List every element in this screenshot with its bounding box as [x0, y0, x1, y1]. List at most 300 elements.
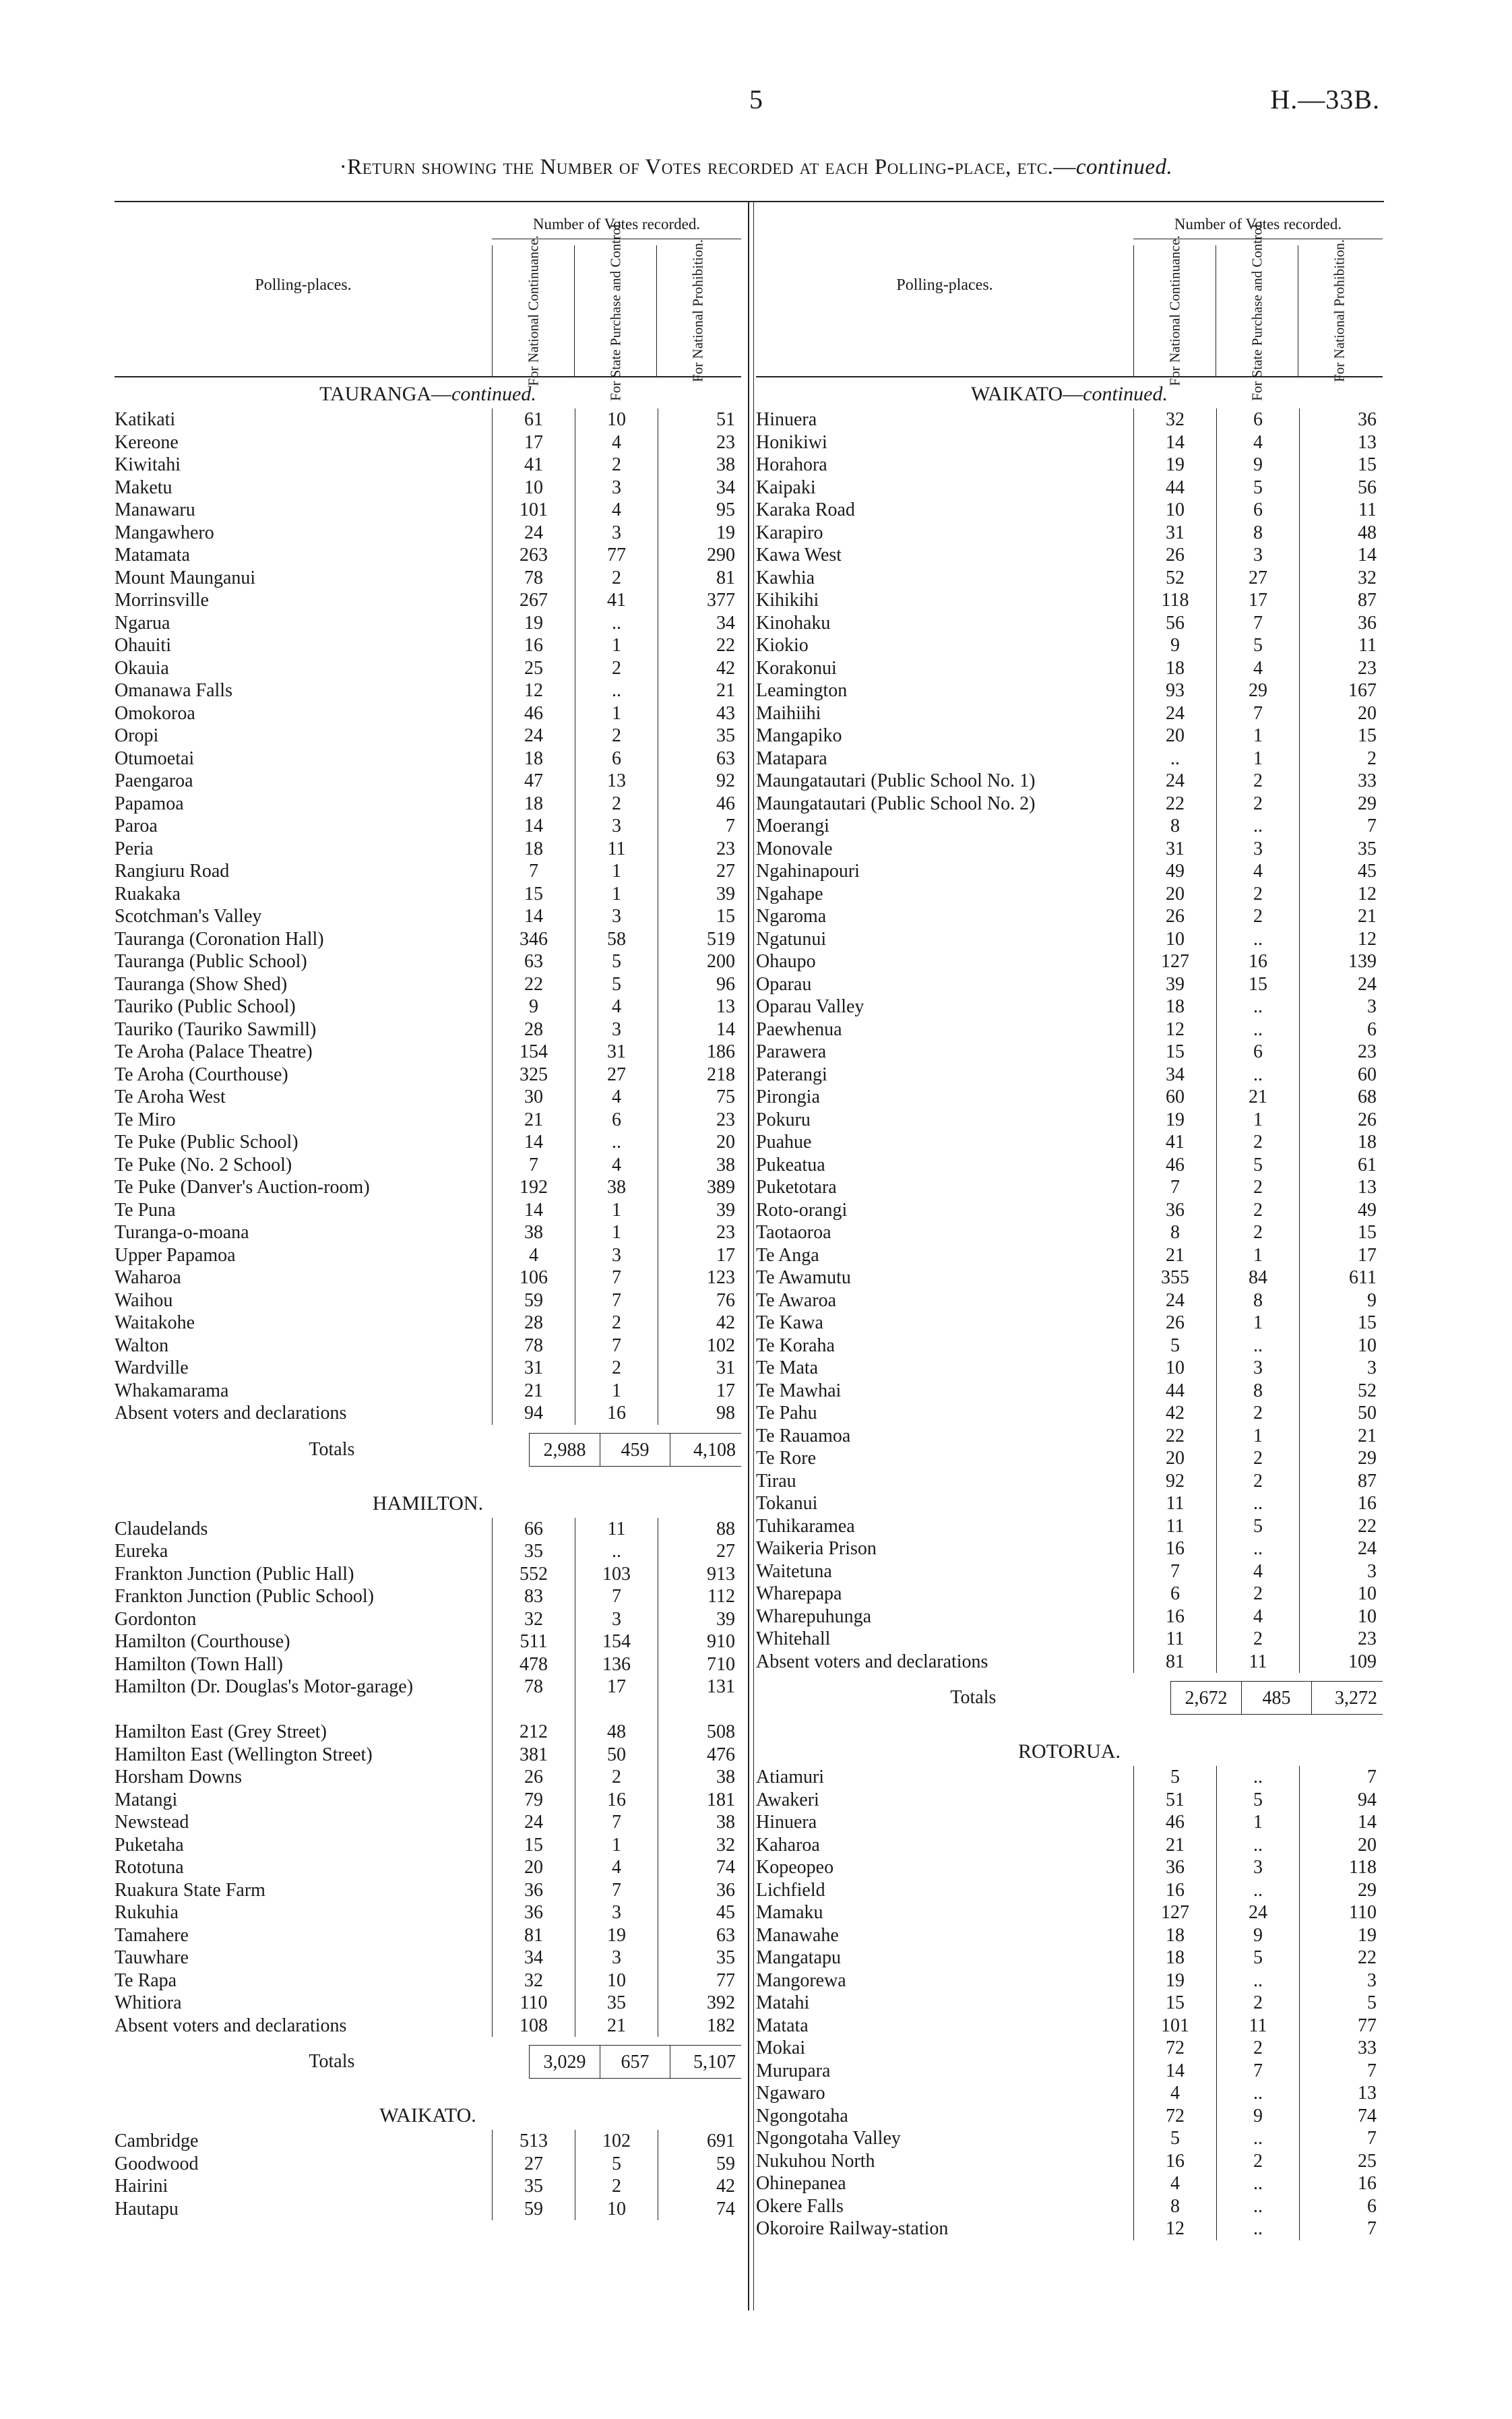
polling-place-name: Te Mawhai	[756, 1380, 842, 1401]
votes-continuance: 8	[1133, 1221, 1216, 1244]
votes-continuance: 16	[1133, 1537, 1216, 1560]
votes-state-purchase: 3	[575, 1608, 658, 1631]
votes-prohibition: 32	[1299, 567, 1382, 590]
polling-place-name: Waitakohe	[115, 1312, 195, 1333]
votes-prohibition: 7	[658, 815, 741, 838]
votes-state-purchase: 3	[575, 1901, 658, 1924]
votes-state-purchase: 2	[1216, 2150, 1299, 2173]
polling-place-name: Whitiora	[115, 1992, 182, 2013]
votes-state-purchase: ..	[1216, 1064, 1299, 1086]
votes-continuance: 36	[492, 1901, 575, 1924]
votes-continuance: 478	[492, 1653, 575, 1676]
header-col-prohibition-right	[1298, 239, 1381, 382]
votes-state-purchase: 77	[575, 544, 658, 567]
votes-prohibition: 7	[1299, 1766, 1382, 1789]
polling-place-name: Hinuera	[756, 409, 817, 430]
votes-continuance: 93	[1133, 679, 1216, 702]
votes-state-purchase: 1	[575, 1380, 658, 1403]
votes-prohibition: 15	[1299, 1221, 1382, 1244]
votes-prohibition: 15	[1299, 454, 1382, 477]
polling-place-name: Tauranga (Coronation Hall)	[115, 928, 324, 950]
votes-state-purchase: 154	[575, 1630, 658, 1653]
polling-place-name: Hamilton East (Wellington Street)	[115, 1744, 373, 1765]
table-row	[115, 1518, 741, 1541]
votes-continuance: 7	[492, 1154, 575, 1177]
section-spacer	[756, 1715, 1383, 1724]
polling-place-name: Te Aroha (Courthouse)	[115, 1064, 288, 1085]
polling-place-name: Goodwood	[115, 2153, 199, 2174]
votes-state-purchase: 2	[575, 725, 658, 747]
polling-place-name: Scotchman's Valley	[115, 906, 262, 927]
votes-prohibition: 218	[658, 1064, 741, 1086]
table-row	[756, 679, 1383, 702]
votes-continuance: 16	[1133, 2150, 1216, 2173]
votes-continuance: 11	[1133, 1492, 1216, 1515]
polling-place-name: Tuhikaramea	[756, 1515, 855, 1537]
rotorua-section-title	[756, 1724, 1383, 1766]
votes-state-purchase: 4	[575, 499, 658, 522]
votes-state-purchase: ..	[1216, 1969, 1299, 1992]
votes-continuance: 14	[492, 815, 575, 838]
total-state-purchase: 657	[600, 2045, 670, 2079]
polling-place-name: Waihou	[115, 1289, 173, 1311]
polling-place-name: Tokanui	[756, 1493, 818, 1514]
polling-place-name: Peria	[115, 838, 154, 859]
votes-continuance: 267	[492, 589, 575, 612]
polling-place-name: Rangiuru Road	[115, 861, 230, 882]
votes-prohibition: 49	[1299, 1199, 1382, 1222]
polling-place-name: Whakamarama	[115, 1380, 229, 1401]
votes-continuance: 154	[492, 1041, 575, 1064]
votes-prohibition: 36	[1299, 612, 1382, 635]
polling-place-name: Mount Maunganui	[115, 567, 256, 588]
votes-continuance: 18	[1133, 1924, 1216, 1947]
votes-state-purchase: ..	[575, 1131, 658, 1154]
votes-continuance: 7	[492, 860, 575, 883]
polling-place-name: Rukuhia	[115, 1902, 179, 1923]
votes-prohibition: 27	[658, 1540, 741, 1563]
votes-prohibition: 12	[1299, 928, 1382, 951]
votes-prohibition: 61	[1299, 1154, 1382, 1177]
table-row	[115, 499, 741, 522]
votes-prohibition: 18	[1299, 1131, 1382, 1154]
votes-prohibition: 10	[1299, 1605, 1382, 1628]
polling-place-name: Kereone	[115, 431, 179, 453]
votes-prohibition: 6	[1299, 1018, 1382, 1041]
polling-place-name: Nukuhou North	[756, 2150, 875, 2172]
votes-prohibition: 20	[1299, 1834, 1382, 1857]
polling-place-name: Te Puke (Public School)	[115, 1132, 298, 1153]
table-row	[115, 973, 741, 996]
votes-continuance: 5	[1133, 1335, 1216, 1357]
votes-prohibition: 691	[658, 2130, 741, 2153]
votes-state-purchase: 103	[575, 1563, 658, 1586]
polling-place-name: Leamington	[756, 680, 848, 701]
table-row	[756, 1425, 1383, 1448]
votes-state-purchase: 11	[575, 838, 658, 861]
votes-continuance: 101	[492, 499, 575, 522]
document-reference: H.—33B.	[1270, 84, 1380, 115]
votes-prohibition: 910	[658, 1630, 741, 1653]
table-row	[756, 702, 1383, 725]
polling-place-name: Korakonui	[756, 657, 837, 679]
votes-state-purchase: ..	[1216, 928, 1299, 951]
table-row	[756, 950, 1383, 973]
polling-place-name: Okoroire Railway-station	[756, 2218, 949, 2239]
polling-place-name: Mangawhero	[115, 522, 214, 543]
table-row	[115, 1585, 741, 1608]
table-row	[115, 770, 741, 793]
votes-prohibition: 39	[658, 1199, 741, 1222]
votes-prohibition: 75	[658, 1086, 741, 1109]
votes-continuance: 12	[492, 679, 575, 702]
votes-prohibition: 17	[658, 1244, 741, 1267]
table-row	[756, 1651, 1383, 1674]
votes-state-purchase: 27	[1216, 567, 1299, 590]
table-row	[756, 1969, 1383, 1992]
votes-continuance: 17	[492, 431, 575, 454]
hamilton-title-text: HAMILTON.	[372, 1492, 484, 1514]
table-row	[115, 1969, 741, 1992]
votes-state-purchase: 4	[1216, 431, 1299, 454]
votes-continuance: 552	[492, 1563, 575, 1586]
votes-continuance: 20	[1133, 1447, 1216, 1470]
polling-place-name: Te Puke (No. 2 School)	[115, 1154, 292, 1175]
polling-place-name: Ruakaka	[115, 883, 181, 905]
title-text: ·Return showing the Number of Votes recorded at each Polling-place, etc.—	[339, 155, 1076, 179]
votes-state-purchase: ..	[1216, 2172, 1299, 2195]
votes-state-purchase: 6	[1216, 1041, 1299, 1064]
votes-prohibition: 43	[658, 702, 741, 725]
votes-state-purchase: 4	[1216, 657, 1299, 680]
tauranga-totals-row	[115, 1433, 741, 1467]
votes-prohibition: 7	[1299, 2060, 1382, 2083]
votes-state-purchase: 11	[1216, 1651, 1299, 1674]
votes-state-purchase: 24	[1216, 1901, 1299, 1924]
table-row	[756, 996, 1383, 1018]
votes-continuance: 127	[1133, 950, 1216, 973]
votes-continuance: 10	[1133, 499, 1216, 522]
votes-continuance: 106	[492, 1266, 575, 1289]
table-row	[115, 1630, 741, 1653]
total-prohibition: 3,272	[1311, 1681, 1383, 1715]
votes-continuance: 56	[1133, 612, 1216, 635]
waikato-continued-section-title	[756, 377, 1383, 408]
table-row	[756, 2172, 1383, 2195]
table-row	[756, 408, 1383, 431]
votes-continuance: 18	[1133, 657, 1216, 680]
polling-place-name: Matahi	[756, 1992, 810, 2013]
votes-state-purchase: 2	[1216, 793, 1299, 816]
table-row	[115, 1834, 741, 1857]
polling-place-name: Ohauiti	[115, 635, 171, 656]
votes-state-purchase: 2	[575, 1766, 658, 1789]
votes-continuance: 34	[1133, 1064, 1216, 1086]
votes-continuance: 212	[492, 1721, 575, 1744]
polling-place-name: Kopeopeo	[756, 1857, 834, 1878]
votes-prohibition: 17	[1299, 1244, 1382, 1267]
polling-place-name: Turanga-o-moana	[115, 1222, 249, 1243]
votes-prohibition: 23	[658, 1221, 741, 1244]
votes-continuance: 127	[1133, 1901, 1216, 1924]
votes-state-purchase: 6	[1216, 408, 1299, 431]
table-row	[115, 1947, 741, 1969]
polling-place-name: Gordonton	[115, 1608, 197, 1630]
votes-prohibition: 23	[1299, 1041, 1382, 1064]
table-row	[756, 1537, 1383, 1560]
header-col-prohibition-label: For National Prohibition.	[689, 239, 706, 382]
votes-prohibition: 52	[1299, 1380, 1382, 1403]
votes-prohibition: 36	[658, 1879, 741, 1902]
table-row	[756, 612, 1383, 635]
votes-prohibition: 24	[1299, 1537, 1382, 1560]
votes-continuance: 511	[492, 1630, 575, 1653]
table-row	[115, 454, 741, 477]
polling-place-name: Te Puna	[115, 1199, 176, 1221]
votes-continuance: 39	[1133, 973, 1216, 996]
votes-prohibition: 68	[1299, 1086, 1382, 1109]
votes-state-purchase: 7	[575, 1266, 658, 1289]
polling-place-name: Ngatunui	[756, 928, 827, 950]
polling-place-name: Kinohaku	[756, 612, 831, 634]
votes-prohibition: 15	[658, 905, 741, 928]
votes-continuance: 22	[1133, 1425, 1216, 1448]
votes-prohibition: 16	[1299, 1492, 1382, 1515]
votes-prohibition: 24	[1299, 973, 1382, 996]
votes-continuance: 27	[492, 2153, 575, 2176]
votes-continuance: 4	[1133, 2082, 1216, 2105]
polling-place-name: Tauriko (Public School)	[115, 996, 296, 1017]
votes-state-purchase: 2	[1216, 1628, 1299, 1651]
votes-state-purchase: 17	[1216, 589, 1299, 612]
votes-continuance: 35	[492, 2175, 575, 2198]
votes-state-purchase: 29	[1216, 679, 1299, 702]
votes-state-purchase: 16	[1216, 950, 1299, 973]
header-col-continuance-label: For National Continuance.	[525, 235, 542, 386]
table-row	[756, 973, 1383, 996]
polling-place-name: Waikeria Prison	[756, 1538, 877, 1559]
votes-prohibition: 35	[658, 1947, 741, 1969]
votes-prohibition: 87	[1299, 589, 1382, 612]
votes-continuance: 12	[1133, 1018, 1216, 1041]
votes-prohibition: 45	[1299, 860, 1382, 883]
votes-prohibition: 10	[1299, 1583, 1382, 1605]
votes-state-purchase: 4	[575, 431, 658, 454]
totals-spacer	[449, 1433, 529, 1467]
votes-state-purchase: 84	[1216, 1266, 1299, 1289]
table-row	[115, 1109, 741, 1132]
votes-continuance: 16	[492, 634, 575, 657]
votes-prohibition: 182	[658, 2015, 741, 2038]
header-number-of-votes-right: Number of Votes recorded.	[1133, 216, 1383, 239]
table-row	[756, 1154, 1383, 1177]
column-divider-inner	[753, 201, 754, 2310]
polling-place-name: Te Awamutu	[756, 1267, 851, 1288]
votes-continuance: 192	[492, 1176, 575, 1199]
votes-state-purchase: 6	[1216, 499, 1299, 522]
table-row	[756, 1583, 1383, 1605]
table-row	[756, 1221, 1383, 1244]
votes-continuance: 32	[492, 1608, 575, 1631]
polling-place-name: Te Rapa	[115, 1969, 177, 1991]
votes-prohibition: 16	[1299, 2172, 1382, 2195]
votes-continuance: 26	[492, 1766, 575, 1789]
table-row	[756, 1312, 1383, 1335]
table-row	[756, 770, 1383, 793]
table-top-rule	[115, 201, 1384, 202]
votes-continuance: 101	[1133, 2015, 1216, 2038]
polling-place-name: Absent voters and declarations	[115, 1403, 347, 1423]
table-row	[115, 589, 741, 612]
votes-state-purchase: 5	[575, 950, 658, 973]
votes-prohibition: 94	[1299, 1789, 1382, 1812]
votes-continuance: 14	[492, 905, 575, 928]
table-row	[756, 1560, 1383, 1583]
table-row	[115, 522, 741, 545]
votes-continuance: 5	[1133, 2127, 1216, 2150]
waikato-continued-title-text: WAIKATO—	[971, 383, 1083, 405]
votes-state-purchase: 17	[575, 1676, 658, 1721]
votes-state-purchase: 11	[1216, 2015, 1299, 2038]
polling-place-name: Otumoetai	[115, 747, 195, 769]
votes-state-purchase: 5	[575, 2153, 658, 2176]
table-row	[115, 1380, 741, 1403]
votes-prohibition: 51	[658, 408, 741, 431]
votes-prohibition: 74	[658, 2198, 741, 2221]
table-row	[115, 2198, 741, 2221]
votes-continuance: 24	[492, 522, 575, 545]
polling-place-name: Taotaoroa	[756, 1222, 831, 1243]
polling-place-name: Wharepapa	[756, 1583, 842, 1604]
votes-state-purchase: 5	[1216, 1515, 1299, 1538]
votes-prohibition: 508	[658, 1721, 741, 1744]
votes-continuance: 346	[492, 928, 575, 951]
polling-place-name: Newstead	[115, 1812, 189, 1833]
votes-state-purchase: 4	[575, 1856, 658, 1879]
table-row	[756, 1244, 1383, 1267]
votes-continuance: 26	[1133, 905, 1216, 928]
table-row	[115, 725, 741, 747]
total-prohibition: 5,107	[670, 2045, 741, 2079]
votes-state-purchase: 2	[1216, 1470, 1299, 1493]
polling-place-name: Puahue	[756, 1132, 812, 1153]
votes-continuance: 18	[1133, 996, 1216, 1018]
votes-state-purchase: 136	[575, 1653, 658, 1676]
votes-continuance: 41	[492, 454, 575, 477]
polling-place-name: Absent voters and declarations	[756, 1651, 988, 1672]
polling-place-name: Matangi	[115, 1789, 178, 1810]
votes-continuance: 63	[492, 950, 575, 973]
polling-place-name: Ngongotaha	[756, 2105, 848, 2126]
votes-state-purchase: 15	[1216, 973, 1299, 996]
table-row	[115, 1766, 741, 1789]
votes-prohibition: 11	[1299, 499, 1382, 522]
votes-state-purchase: 9	[1216, 2105, 1299, 2128]
votes-continuance: 24	[1133, 702, 1216, 725]
votes-prohibition: 200	[658, 950, 741, 973]
table-row	[115, 1676, 741, 1721]
votes-continuance: 22	[492, 973, 575, 996]
polling-place-name: Cambridge	[115, 2131, 199, 2151]
votes-prohibition: 389	[658, 1176, 741, 1199]
votes-state-purchase: 2	[1216, 1583, 1299, 1605]
votes-state-purchase: 2	[575, 1357, 658, 1380]
votes-prohibition: 23	[1299, 657, 1382, 680]
votes-state-purchase: 5	[575, 973, 658, 996]
votes-state-purchase: 2	[1216, 1402, 1299, 1425]
votes-prohibition: 377	[658, 589, 741, 612]
votes-prohibition: 14	[1299, 544, 1382, 567]
table-row	[756, 1086, 1383, 1109]
table-row	[756, 1992, 1383, 2015]
votes-continuance: 41	[1133, 1131, 1216, 1154]
votes-prohibition: 76	[658, 1289, 741, 1312]
table-row	[756, 860, 1383, 883]
table-row	[115, 815, 741, 838]
table-row	[756, 1447, 1383, 1470]
votes-state-purchase: ..	[1216, 996, 1299, 1018]
votes-state-purchase: ..	[1216, 2195, 1299, 2218]
votes-state-purchase: 3	[575, 815, 658, 838]
table-row	[756, 1266, 1383, 1289]
polling-place-name: Kiwitahi	[115, 454, 181, 475]
polling-place-name: Te Miro	[115, 1109, 176, 1130]
table-row	[756, 2060, 1383, 2083]
votes-continuance: 513	[492, 2130, 575, 2153]
polling-place-name: Wharepuhunga	[756, 1605, 872, 1627]
table-row	[756, 2015, 1383, 2038]
votes-state-purchase: 1	[575, 702, 658, 725]
votes-continuance: 110	[492, 1992, 575, 2015]
polling-place-name: Mangatapu	[756, 1947, 841, 1968]
votes-prohibition: 392	[658, 1992, 741, 2015]
header-number-of-votes: Number of Votes recorded.	[492, 216, 741, 239]
votes-state-purchase: 5	[1216, 1789, 1299, 1812]
votes-state-purchase: 2	[1216, 905, 1299, 928]
votes-state-purchase: 1	[1216, 747, 1299, 770]
votes-prohibition: 109	[1299, 1651, 1382, 1674]
votes-continuance: 4	[492, 1244, 575, 1267]
votes-state-purchase: 1	[1216, 1109, 1299, 1132]
votes-continuance: 18	[492, 747, 575, 770]
votes-state-purchase: 2	[1216, 1131, 1299, 1154]
votes-continuance: 14	[492, 1199, 575, 1222]
votes-state-purchase: 1	[1216, 725, 1299, 747]
right-rows	[756, 377, 1383, 2240]
votes-prohibition: 15	[1299, 1312, 1382, 1335]
votes-continuance: 20	[1133, 725, 1216, 747]
column-divider	[748, 201, 749, 2310]
polling-place-name: Mangorewa	[756, 1969, 846, 1991]
votes-prohibition: 46	[658, 793, 741, 816]
table-row	[115, 1154, 741, 1177]
votes-continuance: 59	[492, 2198, 575, 2221]
votes-prohibition: 118	[1299, 1856, 1382, 1879]
votes-continuance: 381	[492, 1744, 575, 1767]
votes-prohibition: 17	[658, 1380, 741, 1403]
votes-state-purchase: 2	[575, 1312, 658, 1335]
table-row	[756, 2150, 1383, 2173]
polling-place-name: Atiamuri	[756, 1767, 825, 1787]
votes-state-purchase: 8	[1216, 1289, 1299, 1312]
votes-continuance: 6	[1133, 1583, 1216, 1605]
table-row	[115, 838, 741, 861]
votes-prohibition: 26	[1299, 1109, 1382, 1132]
votes-continuance: 35	[492, 1540, 575, 1563]
votes-state-purchase: 8	[1216, 522, 1299, 545]
votes-state-purchase: ..	[1216, 2217, 1299, 2240]
votes-prohibition: 10	[1299, 1335, 1382, 1357]
